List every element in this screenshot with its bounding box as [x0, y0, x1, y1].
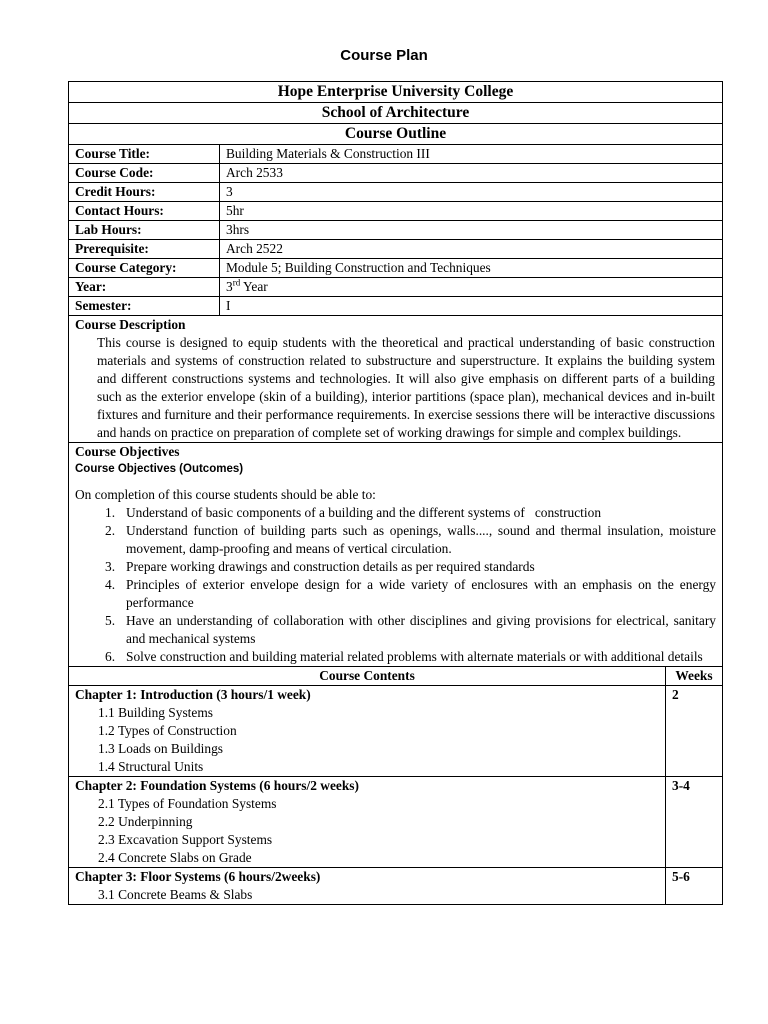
objectives-subtitle: Course Objectives (Outcomes) — [75, 463, 244, 475]
chapter-title: Chapter 1: Introduction (3 hours/1 week) — [75, 687, 311, 702]
chapter-topic: 1.3 Loads on Buildings — [98, 741, 223, 756]
chapter-topic: 3.1 Concrete Beams & Slabs — [98, 887, 253, 902]
chapter-topic: 2.2 Underpinning — [98, 814, 193, 829]
info-label: Contact Hours: — [69, 202, 220, 221]
objective-text: Understand function of building parts such as openings, walls...., sound and thermal insulation, moisture movement, damp-proofing and means of vertical circulation. — [126, 523, 716, 556]
objective-text: Solve construction and building material related problems with alternate materials or with additional details — [126, 649, 703, 664]
info-label: Lab Hours: — [69, 221, 220, 240]
chapter-row — [69, 777, 723, 868]
objective-item — [105, 522, 716, 558]
description-section — [69, 316, 723, 443]
info-row-semester — [69, 297, 723, 316]
outline-heading: Course Outline — [69, 124, 723, 145]
info-row-title — [69, 145, 723, 164]
objective-text: Understand of basic components of a building and the different systems of construction — [126, 505, 602, 520]
description-title: Course Description — [75, 317, 186, 332]
objectives-list — [75, 504, 716, 666]
objective-item — [105, 558, 716, 576]
info-value: 3hrs — [220, 221, 723, 240]
info-label: Credit Hours: — [69, 183, 220, 202]
objective-number: 2. — [105, 523, 116, 538]
info-row-category — [69, 259, 723, 278]
objective-text: Prepare working drawings and construction details as per required standards — [126, 559, 535, 574]
year-suffix: Year — [240, 279, 268, 294]
info-value: 3 — [220, 183, 723, 202]
chapter-title: Chapter 3: Floor Systems (6 hours/2weeks) — [75, 869, 321, 884]
chapter-title: Chapter 2: Foundation Systems (6 hours/2 weeks) — [75, 778, 359, 793]
objective-number: 5. — [105, 613, 116, 628]
info-value — [220, 278, 723, 297]
info-row-credit-hours — [69, 183, 723, 202]
objective-text: Have an understanding of collaboration with other disciplines and giving provisions for electrical, sanitary and mechanical systems — [126, 613, 716, 646]
info-label: Year: — [69, 278, 220, 297]
year-ordinal: rd — [232, 277, 241, 288]
chapter-topic: 2.3 Excavation Support Systems — [98, 832, 273, 847]
chapter-topic: 1.1 Building Systems — [98, 705, 213, 720]
objective-text: Principles of exterior envelope design for a wide variety of enclosures with an emphasis on the energy performance — [126, 577, 716, 610]
chapter-topic: 2.4 Concrete Slabs on Grade — [98, 850, 252, 865]
year-number: 3 — [226, 279, 233, 294]
chapter-weeks: 5-6 — [666, 868, 723, 905]
info-label: Course Code: — [69, 164, 220, 183]
description-text: This course is designed to equip students with the theoretical and practical understanding of basic construction materials and systems of construction related to substructure and superstructure. It explains the building system and different constructions systems and technologies. It will also give emphasis on different parts of a building such as the exterior envelope (skin of a building), interior partitions (space plan), mechanical devices and in-built fixtures and furniture and their performance requirements. In exercise sessions there will be interactive discussions and hands on practice on preparation of complete set of working drawings for simple and complex buildings. — [97, 335, 715, 440]
objective-number: 4. — [105, 577, 116, 592]
chapter-topic: 2.1 Types of Foundation Systems — [98, 796, 277, 811]
chapter-row — [69, 868, 723, 905]
objective-number: 3. — [105, 559, 116, 574]
info-value: Arch 2533 — [220, 164, 723, 183]
info-row-contact-hours — [69, 202, 723, 221]
info-row-code — [69, 164, 723, 183]
objective-item — [105, 648, 716, 666]
info-label: Course Title: — [69, 145, 220, 164]
chapter-weeks: 3-4 — [666, 777, 723, 868]
info-label: Semester: — [69, 297, 220, 316]
info-label: Course Category: — [69, 259, 220, 278]
info-value: I — [220, 297, 723, 316]
contents-header-row — [69, 667, 723, 686]
info-label: Prerequisite: — [69, 240, 220, 259]
info-value: 5hr — [220, 202, 723, 221]
objectives-intro: On completion of this course students should be able to: — [75, 487, 376, 502]
objectives-title: Course Objectives — [75, 444, 180, 459]
info-row-lab-hours — [69, 221, 723, 240]
objective-number: 1. — [105, 505, 116, 520]
info-value: Building Materials & Construction III — [220, 145, 723, 164]
chapter-weeks: 2 — [666, 686, 723, 777]
chapter-row — [69, 686, 723, 777]
objective-item — [105, 612, 716, 648]
weeks-heading: Weeks — [666, 667, 723, 686]
info-row-prerequisite — [69, 240, 723, 259]
info-row-year — [69, 278, 723, 297]
contents-heading: Course Contents — [69, 667, 666, 686]
chapter-topic: 1.2 Types of Construction — [98, 723, 237, 738]
objectives-section — [69, 443, 723, 667]
objective-item — [105, 576, 716, 612]
university-name: Hope Enterprise University College — [69, 82, 723, 103]
course-outline-table — [68, 81, 723, 905]
chapter-topic: 1.4 Structural Units — [98, 759, 204, 774]
school-name: School of Architecture — [69, 103, 723, 124]
objective-number: 6. — [105, 649, 116, 664]
info-value: Module 5; Building Construction and Techniques — [220, 259, 723, 278]
objective-item — [105, 504, 716, 522]
info-value: Arch 2522 — [220, 240, 723, 259]
page-title: Course Plan — [340, 47, 428, 64]
